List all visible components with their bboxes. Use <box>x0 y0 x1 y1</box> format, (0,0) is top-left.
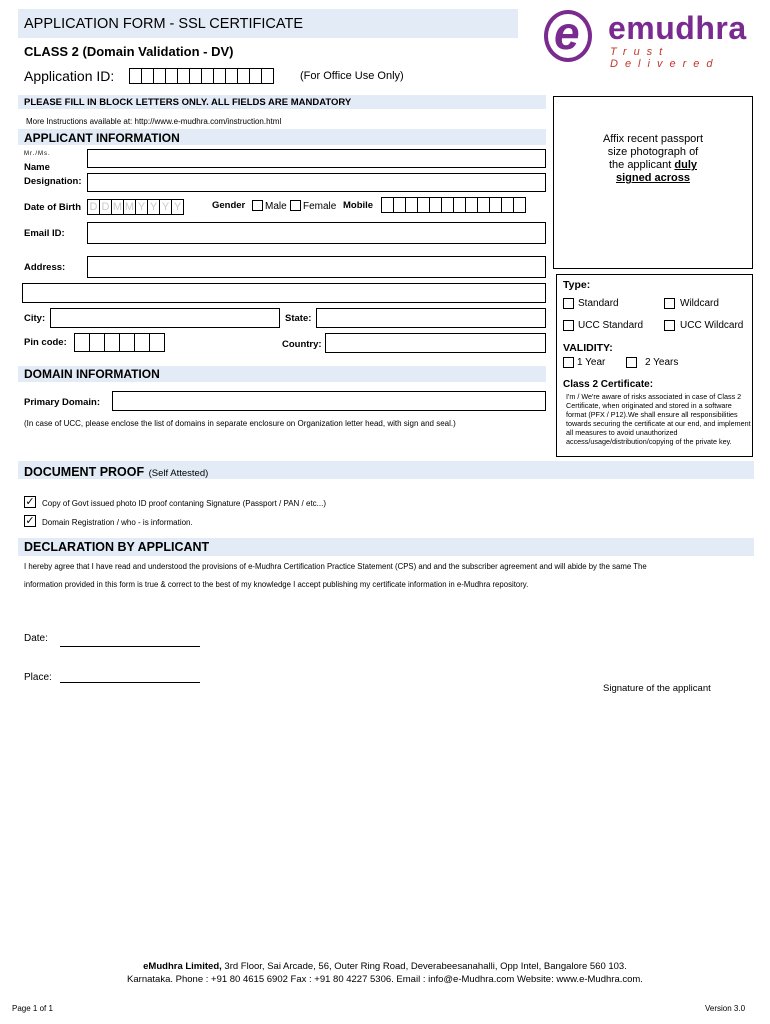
country-input[interactable] <box>325 333 546 353</box>
one-year-label: 1 Year <box>577 357 606 368</box>
pin-code-cells[interactable] <box>75 333 165 352</box>
class-title: CLASS 2 (Domain Validation - DV) <box>24 44 234 59</box>
standard-checkbox[interactable] <box>563 298 574 309</box>
designation-input[interactable] <box>87 173 546 192</box>
city-label: City: <box>24 313 46 324</box>
logo-tagline: Trust Delivered <box>610 46 720 70</box>
office-use-note: (For Office Use Only) <box>300 70 404 82</box>
wildcard-checkbox[interactable] <box>664 298 675 309</box>
place-label: Place: <box>24 672 52 683</box>
state-label: State: <box>285 313 312 324</box>
pin-cell[interactable] <box>104 333 120 352</box>
declaration-line1: I hereby agree that I have read and understood the provisions of e-Mudhra Certification Practice Statement (CPS) and and the subscriber agreement and will abide by the same The <box>24 562 647 571</box>
designation-label: Designation: <box>24 176 82 187</box>
footer-contact: Karnataka. Phone : +91 80 4615 6902 Fax : +91 80 4227 5306. Email : info@e-Mudhra.com Website: www.e-Mudhra.com. <box>127 974 643 985</box>
pin-code-label: Pin code: <box>24 337 67 348</box>
dob-cell[interactable]: Y <box>159 199 172 215</box>
one-year-checkbox[interactable] <box>563 357 574 368</box>
email-input[interactable] <box>87 222 546 244</box>
dob-cell[interactable]: D <box>99 199 112 215</box>
class2-risk-text: I'm / We're aware of risks associated in case of Class 2 Certificate, when originated and stored in a software format (PFX / P12).We shall ensure all responsibilities towards securing the certificate at our end, and implement all measures to avoid unauthorized access/usage/distribution/copying of the private key. <box>566 392 751 446</box>
photo-id-checkbox[interactable]: ✓ <box>25 496 35 508</box>
two-years-label: 2 Years <box>645 357 679 368</box>
pin-cell[interactable] <box>149 333 165 352</box>
pin-cell[interactable] <box>134 333 150 352</box>
ucc-standard-label: UCC Standard <box>578 320 644 331</box>
primary-domain-input[interactable] <box>112 391 546 411</box>
date-label: Date: <box>24 633 48 644</box>
standard-label: Standard <box>578 298 619 309</box>
pin-cell[interactable] <box>89 333 105 352</box>
female-checkbox[interactable] <box>290 200 301 211</box>
date-line[interactable] <box>60 646 200 647</box>
female-label: Female <box>303 201 337 212</box>
male-checkbox[interactable] <box>252 200 263 211</box>
ucc-wildcard-checkbox[interactable] <box>664 320 675 331</box>
app-id-cell[interactable] <box>261 68 274 84</box>
class2-certificate-label: Class 2 Certificate: <box>563 379 654 390</box>
ucc-standard-checkbox[interactable] <box>563 320 574 331</box>
dob-cell[interactable]: Y <box>147 199 160 215</box>
gender-label: Gender <box>212 200 246 211</box>
form-title: APPLICATION FORM - SSL CERTIFICATE <box>24 16 304 32</box>
more-instructions: More Instructions available at: http://www.e-mudhra.com/instruction.html <box>26 117 282 126</box>
dob-cell[interactable]: M <box>124 201 135 213</box>
type-label: Type: <box>563 279 591 291</box>
footer-address: eMudhra Limited, 3rd Floor, Sai Arcade, 56, Outer Ring Road, Deverabeesanahalli, Opp Intel, Bangalore 560 103. <box>143 961 627 972</box>
country-label: Country: <box>282 339 322 350</box>
dob-cell[interactable]: Y <box>135 199 148 215</box>
address-label: Address: <box>24 262 66 273</box>
state-input[interactable] <box>316 308 546 328</box>
prefix-options: Mr./Ms. <box>24 151 51 157</box>
pin-cell[interactable] <box>119 333 135 352</box>
wildcard-label: Wildcard <box>680 298 719 309</box>
pin-cell[interactable] <box>74 333 90 352</box>
mobile-label: Mobile <box>343 200 374 211</box>
dob-cell[interactable]: D <box>87 199 100 215</box>
dob-cell[interactable]: M <box>112 201 123 213</box>
address-input-line1[interactable] <box>87 256 546 278</box>
mobile-cells[interactable] <box>382 197 526 213</box>
ucc-domains-note: (In case of UCC, please enclose the list of domains in separate enclosure on Organization letter head, with sign and seal.) <box>24 419 456 428</box>
mobile-cell[interactable] <box>513 197 526 213</box>
email-label: Email ID: <box>24 228 65 239</box>
page-number: Page 1 of 1 <box>12 1004 53 1013</box>
applicant-section-title: APPLICANT INFORMATION <box>24 131 180 145</box>
signature-label: Signature of the applicant <box>603 683 711 694</box>
application-id-cells[interactable] <box>130 68 274 84</box>
name-label: Name <box>24 162 50 173</box>
version-label: Version 3.0 <box>705 1004 746 1013</box>
two-years-checkbox[interactable] <box>626 357 637 368</box>
dob-label: Date of Birth <box>24 202 81 213</box>
photo-instructions: Affix recent passport size photograph of the applicant duly signed across <box>602 133 704 184</box>
domain-registration-label: Domain Registration / who - is information. <box>42 518 193 527</box>
logo-letter: e <box>554 7 580 59</box>
logo-name: emudhra <box>608 10 747 46</box>
primary-domain-label: Primary Domain: <box>24 397 101 408</box>
dob-cells[interactable] <box>88 199 184 215</box>
name-input[interactable] <box>87 149 546 168</box>
declaration-line2: information provided in this form is true & correct to the best of my knowledge I accept publishing my certificate information in e-Mudhra repository. <box>24 580 529 589</box>
address-input-line2[interactable] <box>22 283 546 303</box>
dob-cell[interactable]: Y <box>171 199 184 215</box>
domain-section-title: DOMAIN INFORMATION <box>24 367 160 381</box>
ucc-wildcard-label: UCC Wildcard <box>680 320 744 331</box>
domain-registration-checkbox[interactable]: ✓ <box>25 515 35 527</box>
place-line[interactable] <box>60 682 200 683</box>
city-input[interactable] <box>50 308 280 328</box>
block-letters-note: PLEASE FILL IN BLOCK LETTERS ONLY. ALL FIELDS ARE MANDATORY <box>24 97 352 108</box>
validity-label: VALIDITY: <box>563 342 613 354</box>
emudhra-logo <box>540 8 762 68</box>
application-id-label: Application ID: <box>24 68 115 84</box>
photo-id-proof-label: Copy of Govt issued photo ID proof contaning Signature (Passport / PAN / etc...) <box>42 499 326 508</box>
document-section-title: DOCUMENT PROOF (Self Attested) <box>24 465 209 479</box>
male-label: Male <box>265 201 287 212</box>
declaration-section-title: DECLARATION BY APPLICANT <box>24 540 210 554</box>
